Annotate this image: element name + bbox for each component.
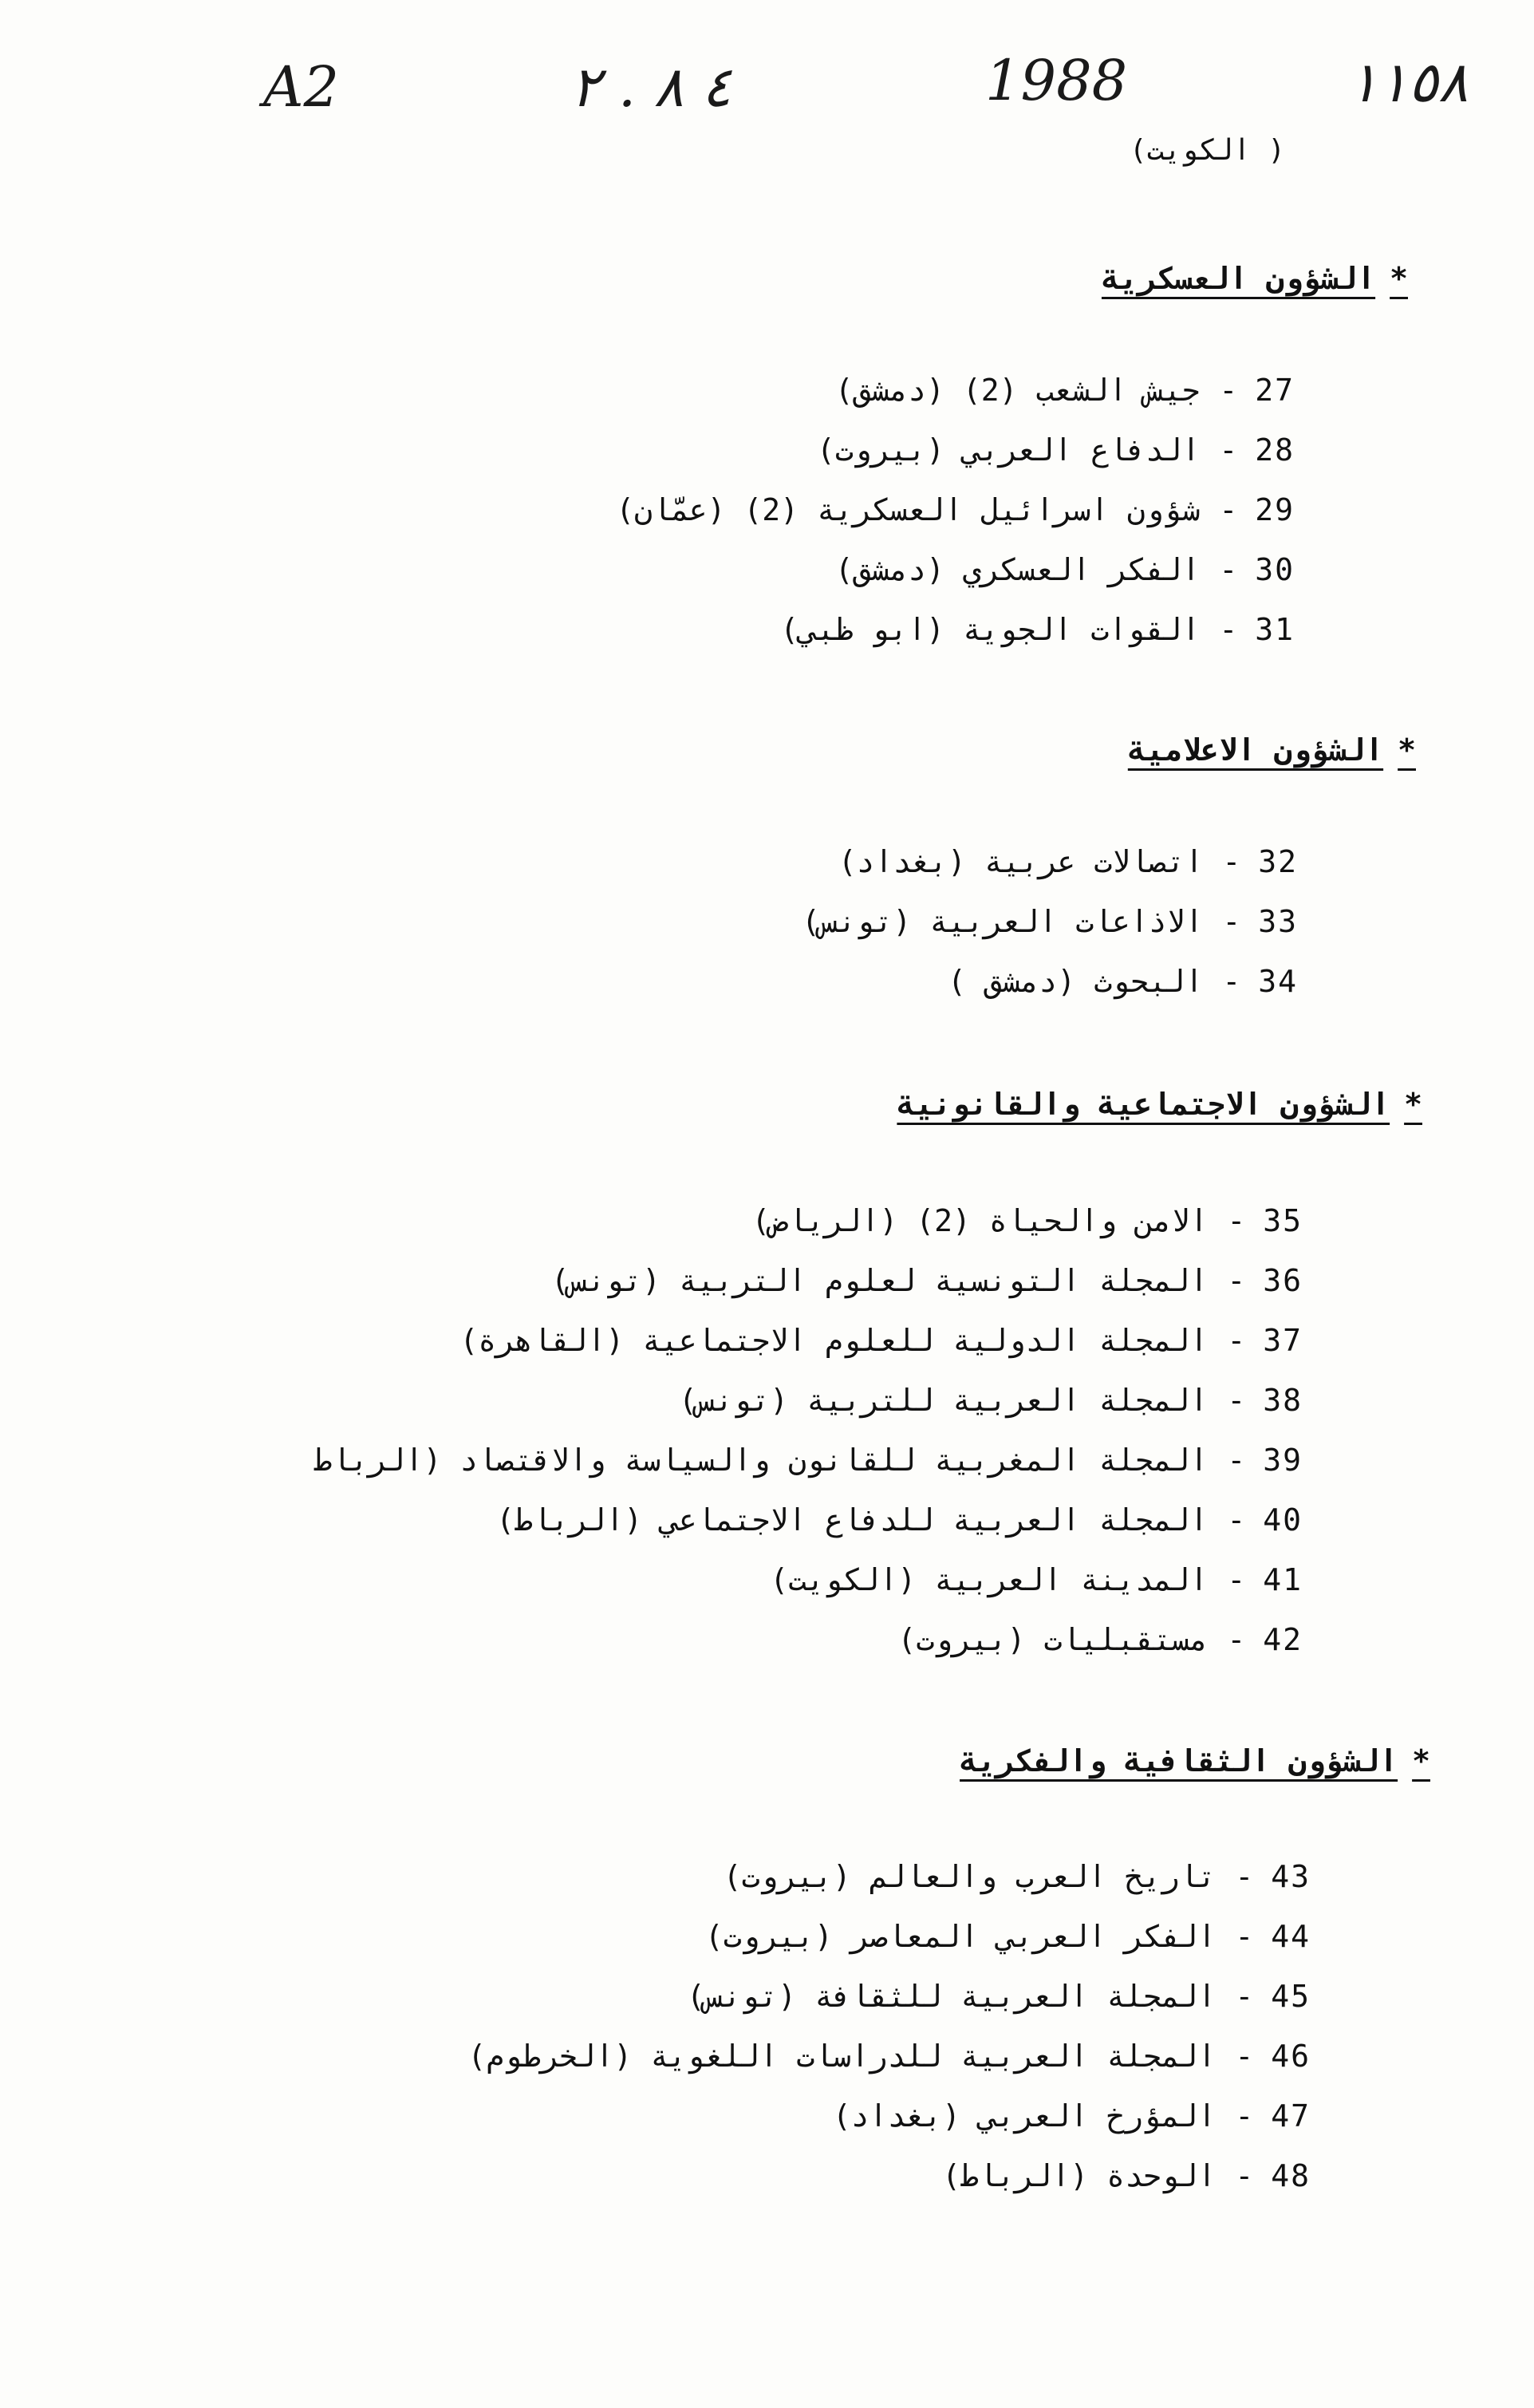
handwritten-ref: ٤ ٨ . ٢ [570, 54, 732, 120]
section-title: الشؤون العسكرية [1101, 261, 1376, 296]
bullet-star: * [1404, 1087, 1422, 1122]
bullet-star: * [1412, 1743, 1430, 1778]
item-text: جيش الشعب (2) (دمشق) [834, 373, 1201, 408]
item-text: المجلة العربية للتربية (تونس) [678, 1383, 1209, 1418]
list-item: 36-المجلة التونسية لعلوم التربية (تونس) [550, 1263, 1303, 1298]
item-number: 47 [1271, 2098, 1311, 2134]
item-number: 28 [1255, 432, 1295, 468]
list-item: 44-الفكر العربي المعاصر (بيروت) [704, 1919, 1311, 1954]
handwritten-number: ١١٥٨ [1348, 49, 1469, 115]
item-text: مستقبليات (بيروت) [897, 1622, 1209, 1657]
item-number: 42 [1263, 1622, 1303, 1657]
item-text: القوات الجوية (ابو ظبي) [780, 612, 1201, 647]
item-text: المؤرخ العربي (بغداد) [832, 2098, 1217, 2134]
list-item: 39-المجلة المغربية للقانون والسياسة والاقتصاد (الرباط [314, 1443, 1303, 1478]
list-item: 29-شؤون اسرائيل العسكرية (2) (عمّان) [616, 492, 1295, 527]
bullet-star: * [1398, 732, 1416, 768]
item-text: الامن والحياة (2) (الرياض) [751, 1203, 1209, 1238]
item-number: 37 [1263, 1323, 1303, 1358]
item-number: 43 [1271, 1859, 1311, 1894]
item-number: 41 [1263, 1562, 1303, 1597]
item-text: البحوث (دمشق ) [948, 964, 1204, 999]
item-text: المجلة الدولية للعلوم الاجتماعية (القاهرة) [459, 1323, 1209, 1358]
list-item: 35-الامن والحياة (2) (الرياض) [751, 1203, 1303, 1238]
item-number: 36 [1263, 1263, 1303, 1298]
section-title: الشؤون الاجتماعية والقانونية [897, 1087, 1390, 1122]
list-item: 37-المجلة الدولية للعلوم الاجتماعية (القاهرة) [459, 1323, 1303, 1358]
item-text: الاذاعات العربية (تونس) [802, 904, 1204, 939]
item-number: 44 [1271, 1919, 1311, 1954]
item-text: الفكر العربي المعاصر (بيروت) [704, 1919, 1217, 1954]
item-number: 33 [1258, 904, 1298, 939]
item-number: 46 [1271, 2039, 1311, 2074]
item-number: 48 [1271, 2158, 1311, 2193]
item-number: 27 [1255, 373, 1295, 408]
item-text: شؤون اسرائيل العسكرية (2) (عمّان) [616, 492, 1201, 527]
list-item: 40-المجلة العربية للدفاع الاجتماعي (الرباط) [496, 1502, 1303, 1538]
item-text: المجلة التونسية لعلوم التربية (تونس) [550, 1263, 1209, 1298]
item-number: 29 [1255, 492, 1295, 527]
list-item: 31-القوات الجوية (ابو ظبي) [780, 612, 1295, 647]
list-item: 27-جيش الشعب (2) (دمشق) [834, 373, 1295, 408]
item-text: الوحدة (الرباط) [942, 2158, 1217, 2193]
item-text: المجلة العربية للدفاع الاجتماعي (الرباط) [496, 1502, 1209, 1538]
item-number: 32 [1258, 844, 1298, 879]
item-number: 31 [1255, 612, 1295, 647]
page-location-note: ( الكويت) [1129, 134, 1285, 167]
list-item: 43-تاريخ العرب والعالم (بيروت) [723, 1859, 1311, 1894]
item-text: المجلة العربية للدراسات اللغوية (الخرطوم) [467, 2039, 1217, 2074]
item-number: 45 [1271, 1979, 1311, 2014]
section-title: الشؤون الثقافية والفكرية [960, 1743, 1398, 1778]
list-item: 30-الفكر العسكري (دمشق) [834, 552, 1295, 587]
list-item: 46-المجلة العربية للدراسات اللغوية (الخرطوم) [467, 2039, 1311, 2074]
section-title: الشؤون الاعلامية [1127, 732, 1384, 768]
bullet-star: * [1390, 261, 1408, 296]
item-text: المدينة العربية (الكويت) [770, 1562, 1209, 1597]
list-item: 33-الاذاعات العربية (تونس) [802, 904, 1298, 939]
item-text: اتصالات عربية (بغداد) [838, 844, 1204, 879]
handwritten-code: A2 [263, 54, 340, 120]
list-item: 32-اتصالات عربية (بغداد) [838, 844, 1298, 879]
section-heading [897, 1087, 1422, 1122]
item-text: الدفاع العربي (بيروت) [816, 432, 1201, 468]
list-item: 41-المدينة العربية (الكويت) [770, 1562, 1303, 1597]
item-number: 38 [1263, 1383, 1303, 1418]
section-heading [960, 1743, 1430, 1778]
list-item: 47-المؤرخ العربي (بغداد) [832, 2098, 1311, 2134]
list-item: 28-الدفاع العربي (بيروت) [816, 432, 1295, 468]
item-number: 34 [1258, 964, 1298, 999]
handwritten-year: 1988 [985, 48, 1128, 113]
list-item: 38-المجلة العربية للتربية (تونس) [678, 1383, 1303, 1418]
item-text: الفكر العسكري (دمشق) [834, 552, 1201, 587]
list-item: 42-مستقبليات (بيروت) [897, 1622, 1303, 1657]
item-text: تاريخ العرب والعالم (بيروت) [723, 1859, 1217, 1894]
list-item: 34-البحوث (دمشق ) [948, 964, 1298, 999]
list-item: 45-المجلة العربية للثقافة (تونس) [686, 1979, 1311, 2014]
section-heading [1102, 261, 1408, 296]
item-number: 40 [1263, 1502, 1303, 1538]
item-number: 39 [1263, 1443, 1303, 1478]
item-text: المجلة العربية للثقافة (تونس) [686, 1979, 1217, 2014]
section-heading [1128, 732, 1416, 768]
item-text: المجلة المغربية للقانون والسياسة والاقتصاد (الرباط [314, 1443, 1209, 1478]
item-number: 30 [1255, 552, 1295, 587]
item-number: 35 [1263, 1203, 1303, 1238]
list-item: 48-الوحدة (الرباط) [942, 2158, 1311, 2193]
